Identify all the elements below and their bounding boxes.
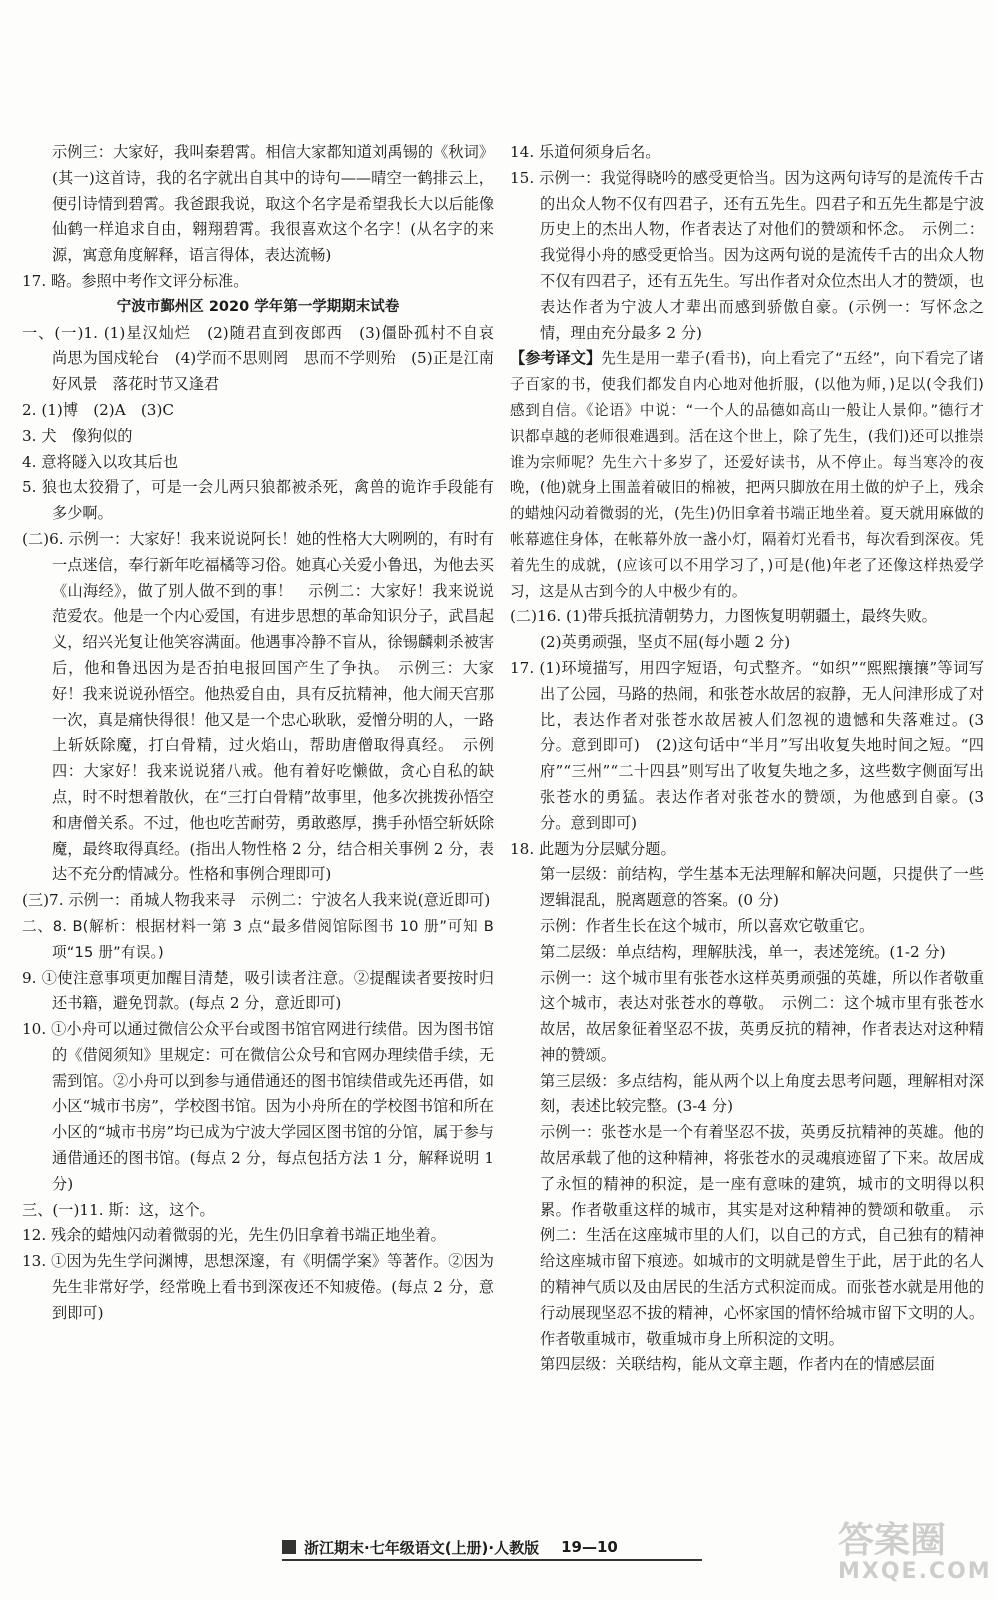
- right-paragraph: 示例一：张苍水是一个有着坚忍不拔，英勇反抗精神的英雄。他的故居承载了他的这种精神，将张苍水的灵魂痕迹留了下来。故居成了永恒的精神的积淀，是一座有意味的建筑，城市的文明得以积累。作者敬重这样的城市，其实是对这种精神的赞颂和敬重。 示例二：生活在这座城市里的人们，以自己的方式，自己独有的精神给这座城市留下痕迹。如城市的文明就是曾生于此，居于此的名人的精神气质以及由居民的生活方式积淀而成。而张苍水就是用他的行动展现坚忍不拔的精神，心怀家国的情怀给城市留下文明的人。作者敬重城市，敬重城市身上所积淀的文明。: [540, 1123, 984, 1348]
- right-paragraph: 第二层级：单点结构，理解肤浅，单一，表述笼统。(1-2 分): [540, 942, 946, 961]
- left-column: [22, 140, 510, 1327]
- right-paragraph: 第一层级：前结构，学生基本无法理解和解决问题，只提供了一些逻辑混乱，脱离题意的答案。(0 分): [540, 865, 984, 910]
- footer-title: 浙江期末·七年级语文(上册)·人教版: [304, 1538, 540, 1557]
- left-paragraph: 一、(一)1. (1)星汉灿烂 (2)随君直到夜郎西 (3)僵卧孤村不自哀 尚思为国戍轮台 (4)学而不思则罔 思而不学则殆 (5)正是江南好风景 落花时节又逢君: [22, 323, 510, 394]
- left-paragraph: (三)7. 示例一：甬城人物我来寻 示例二：宁波名人我来说(意近即可): [22, 891, 491, 910]
- right-paragraph: 第四层级：关联结构，能从文章主题，作者内在的情感层面: [540, 1355, 935, 1374]
- left-paragraph: 示例三：大家好，我叫秦碧霄。相信大家都知道刘禹锡的《秋词》(其一)这首诗，我的名字就出自其中的诗句——晴空一鹤排云上，便引诗情到碧霄。我爸跟我说，取这个名字是希望我长大以后能像仙鹤一样追求自由，翱翔碧霄。我很喜欢这个名字！(从名字的来源，寓意角度解释，语言得体，表达流畅): [52, 143, 494, 265]
- watermark: [838, 1520, 992, 1592]
- left-paragraph: 2. (1)博 (2)A (3)C: [22, 400, 175, 419]
- right-paragraph: 第三层级：多点结构，能从两个以上角度去思考问题，理解相对深刻，表述比较完整。(3-4 分): [540, 1071, 984, 1116]
- footer-square-icon: [282, 1540, 296, 1554]
- watermark-url: MXQE.COM: [838, 1559, 992, 1584]
- left-paragraph: 17. 略。参照中考作文评分标准。: [22, 271, 249, 290]
- left-paragraph: 12. 残余的蜡烛闪动着微弱的光，先生仍旧拿着书端正地坐着。: [22, 1226, 446, 1245]
- reference-translation-tag: 【参考译文】: [510, 349, 602, 368]
- left-paragraph: (二)6. 示例一：大家好！我来说说阿长！她的性格大大咧咧的，有时有一点迷信，奉行新年吃福橘等习俗。她真心关爱小鲁迅，为他去买《山海经》，做了别人做不到的事！ 示例二：大家好！我来说说范爱农。他是一个内心爱国，有进步思想的革命知识分子，武昌起义，绍兴光复让他笑容满面。他遇事冷静不盲从，徐锡麟刺杀被害后，他和鲁迅因为是否拍电报回国产生了争执。 示例三：大家好！我来说说孙悟空。他热爱自由，具有反抗精神，他大闹天宫那一次，真是痛快得很！他又是一个忠心耿耿，爱憎分明的人，一路上斩妖除魔，打白骨精，过火焰山，帮助唐僧取得真经。 示例四：大家好！我来说说猪八戒。他有着好吃懒做，贪心自私的缺点，时不时想着散伙，在“三打白骨精”故事里，他多次挑拨孙悟空和唐僧关系。不过，他也吃苦耐劳，勇敢憨厚，携手孙悟空斩妖除魔，最终取得真经。(指出人物性格 2 分，结合相关事例 2 分，表达不充分酌情减分。性格和事例合理即可): [22, 529, 494, 884]
- left-paragraph: 9. ①使注意事项更加醒目清楚，吸引读者注意。②提醒读者要按时归还书籍，避免罚款。(每点 2 分，意近即可): [22, 968, 494, 1013]
- right-paragraph: [510, 346, 984, 604]
- watermark-logo-text: 答案圈: [838, 1520, 947, 1561]
- left-paragraph: 13. ①因为先生学问渊博，思想深邃，有《明儒学案》等著作。②因为先生非常好学，经常晚上看书到深夜还不知疲倦。(每点 2 分，意到即可): [22, 1252, 494, 1322]
- left-paragraph: 宁波市鄞州区 2020 学年第一学期期末试卷: [116, 298, 400, 315]
- left-paragraph: 4. 意将隧入以攻其后也: [22, 452, 179, 471]
- left-paragraph: 三、(一)11. 斯：这，这个。: [22, 1200, 215, 1219]
- left-paragraph: 5. 狼也太狡猾了，可是一会儿两只狼都被杀死，禽兽的诡诈手段能有多少啊。: [22, 478, 494, 523]
- page-number: 19—10: [561, 1538, 618, 1556]
- reference-translation-text: 先生是用一辈子(看书)，向上看完了“五经”，向下看完了诸子百家的书，使我们都发自内心地对他折服，(以他为师，)足以(令我们)感到自信。《论语》中说：“一个人的品德如高山一般让人景仰。”德行才识都卓越的老师很难遇到。活在这个世上，除了先生，(我们)还可以推崇谁为宗师呢？先生六十多岁了，还爱好读书，从不停止。每当寒冷的夜晚，(他)就身上围盖着破旧的棉被，把两只脚放在用土做的炉子上，残余的蜡烛闪动着微弱的光，(先生)仍旧拿着书端正地坐着。夏天就用麻做的帐幕遮住身体，在帐幕外放一盏小灯，隔着灯光看书，每次看到深夜。凭着先生的成就，(应该可以不用学习了，)可是(他)年老了还像这样热爱学习，这是从古到今的人中极少有的。: [510, 350, 984, 600]
- right-paragraph: 17. (1)环境描写，用四字短语，句式整齐。“如织”“熙熙攘攘”等词写出了公园，马路的热闹，和张苍水故居的寂静，无人问津形成了对比，表达作者对张苍水故居被人们忽视的遗憾和失落难过。(3 分。意到即可) (2)这句话中“半月”写出收复失地时间之短。“四府”“三州”“二十四县”则写出了收复失地之多，这些数字侧面写出张苍水的勇猛。表达作者对张苍水的赞颂，为他感到自豪。(3 分。意到即可): [510, 658, 984, 832]
- right-paragraph: 18. 此题为分层赋分题。: [510, 839, 676, 858]
- page-footer: [282, 1535, 702, 1561]
- right-paragraph: 示例一：这个城市里有张苍水这样英勇顽强的英雄，所以作者敬重这个城市，表达对张苍水的尊敬。 示例二：这个城市里有张苍水故居，故居象征着坚忍不拔，英勇反抗的精神，作者表达对这种精神的赞颂。: [540, 968, 984, 1064]
- left-paragraph: 10. ①小舟可以通过微信公众平台或图书馆官网进行续借。因为图书馆的《借阅须知》里规定：可在微信公众号和官网办理续借手续，无需到馆。②小舟可以到参与通借通还的图书馆续借或先还再借，如小区“城市书房”，学校图书馆。因为小舟所在的学校图书馆和所在小区的“城市书房”均已成为宁波大学园区图书馆的分馆，属于参与通借通还的图书馆。(每点 2 分，每点包括方法 1 分，解释说明 1 分): [22, 1020, 494, 1193]
- right-paragraph: (二)16. (1)带兵抵抗清朝势力，力图恢复明朝疆土，最终失败。: [510, 607, 937, 626]
- right-paragraph: (2)英勇顽强，坚贞不屈(每小题 2 分): [540, 633, 791, 652]
- right-column: [510, 140, 984, 1378]
- right-paragraph: 15. 示例一：我觉得晓吟的感受更恰当。因为这两句诗写的是流传千古的出众人物不仅有四君子，还有五先生。四君子和五先生都是宁波历史上的杰出人物，作者表达了对他们的赞颂和怀念。 示例二：我觉得小舟的感受更恰当。因为这两句说的是流传千古的出众人物不仅有四君子，还有五先生。写出作者对众位杰出人才的赞颂，也表达作者为宁波人才辈出而感到骄傲自豪。(示例一：写怀念之情，理由充分最多 2 分): [510, 168, 984, 342]
- right-paragraph: 示例：作者生长在这个城市，所以喜欢它敬重它。: [540, 916, 875, 935]
- right-paragraph: 14. 乐道何须身后名。: [510, 143, 661, 161]
- left-paragraph: 二、8. B(解析：根据材料一第 3 点“最多借阅馆际图书 10 册”可知 B 项“15 册”有误。): [22, 917, 494, 961]
- left-paragraph: 3. 犬 像狗似的: [22, 426, 133, 445]
